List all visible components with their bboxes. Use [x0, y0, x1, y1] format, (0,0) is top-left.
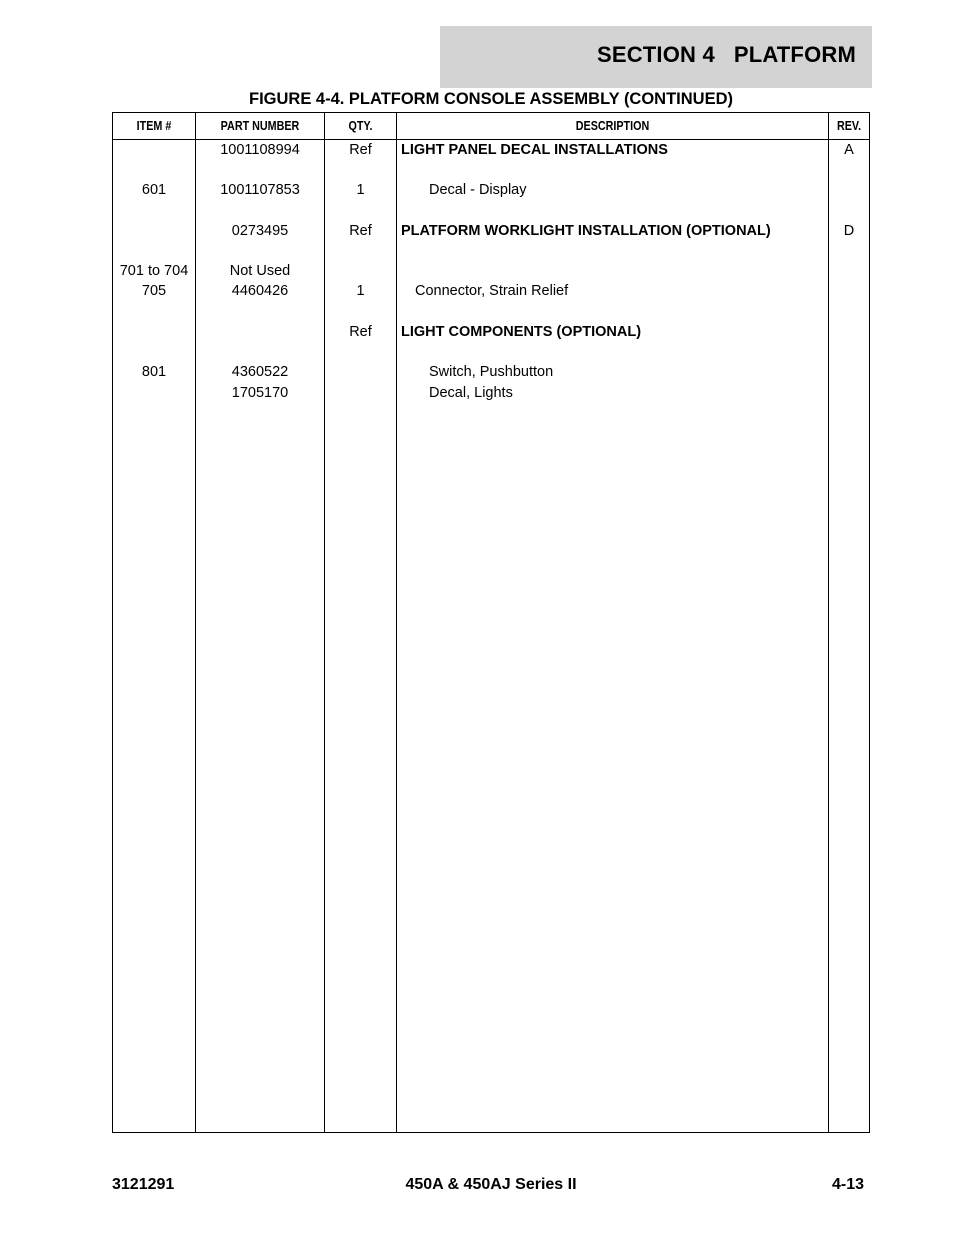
footer-document-number: 3121291	[112, 1176, 175, 1193]
cell-item	[113, 140, 195, 160]
table-row	[113, 221, 869, 241]
cell-rev	[829, 322, 869, 342]
cell-rev	[829, 362, 869, 382]
cell-item: 701 to 704	[119, 263, 189, 279]
cell-item	[113, 383, 195, 403]
cell-item	[113, 322, 195, 342]
table-row	[113, 180, 869, 200]
cell-desc: LIGHT PANEL DECAL INSTALLATIONS	[401, 142, 668, 158]
cell-qty	[325, 383, 396, 403]
cell-part	[196, 322, 324, 342]
cell-item	[113, 221, 195, 241]
cell-desc	[397, 261, 831, 281]
cell-part: 1001107853	[220, 182, 300, 198]
cell-item: 705	[141, 283, 167, 299]
footer-model: 450A & 450AJ Series II	[405, 1176, 577, 1193]
cell-qty	[325, 362, 396, 382]
cell-qty: 1	[356, 283, 365, 299]
column-header-qty: QTY.	[348, 119, 373, 133]
footer-page-number: 4-13	[831, 1176, 864, 1193]
cell-qty: Ref	[349, 142, 372, 158]
cell-qty	[325, 261, 396, 281]
table-row	[113, 261, 869, 281]
cell-desc: LIGHT COMPONENTS (OPTIONAL)	[401, 324, 642, 340]
cell-part: Not Used	[229, 263, 291, 279]
cell-desc: Connector, Strain Relief	[415, 283, 569, 299]
parts-table	[112, 112, 870, 1133]
cell-desc: Decal, Lights	[429, 385, 513, 401]
cell-desc: PLATFORM WORKLIGHT INSTALLATION (OPTIONAL)	[401, 223, 771, 239]
cell-part: 4460426	[231, 283, 289, 299]
cell-qty: 1	[356, 182, 365, 198]
figure-title: FIGURE 4-4. PLATFORM CONSOLE ASSEMBLY (CONTINUED)	[248, 90, 734, 108]
section-title: SECTION 4 PLATFORM	[596, 42, 856, 67]
table-row	[113, 383, 869, 403]
cell-qty: Ref	[349, 324, 372, 340]
cell-part: 4360522	[231, 364, 289, 380]
cell-item: 601	[141, 182, 167, 198]
cell-rev	[829, 261, 869, 281]
table-row	[113, 281, 869, 301]
cell-part: 1705170	[231, 385, 289, 401]
cell-rev: A	[844, 142, 854, 158]
cell-rev: D	[843, 223, 855, 239]
column-header-description: DESCRIPTION	[575, 119, 650, 133]
cell-qty: Ref	[349, 223, 372, 239]
cell-desc: Decal - Display	[429, 182, 527, 198]
column-header-part-number: PART NUMBER	[220, 119, 300, 133]
column-header-item: ITEM #	[136, 119, 172, 133]
cell-rev	[829, 281, 869, 301]
cell-item: 801	[141, 364, 167, 380]
column-header-rev: REV.	[836, 119, 862, 133]
cell-part: 1001108994	[220, 142, 300, 158]
table-row	[113, 140, 869, 160]
cell-rev	[829, 383, 869, 403]
table-row	[113, 322, 869, 342]
cell-part: 0273495	[231, 223, 289, 239]
cell-desc: Switch, Pushbutton	[429, 364, 554, 380]
table-row	[113, 362, 869, 382]
cell-rev	[829, 180, 869, 200]
section-banner	[440, 26, 872, 88]
